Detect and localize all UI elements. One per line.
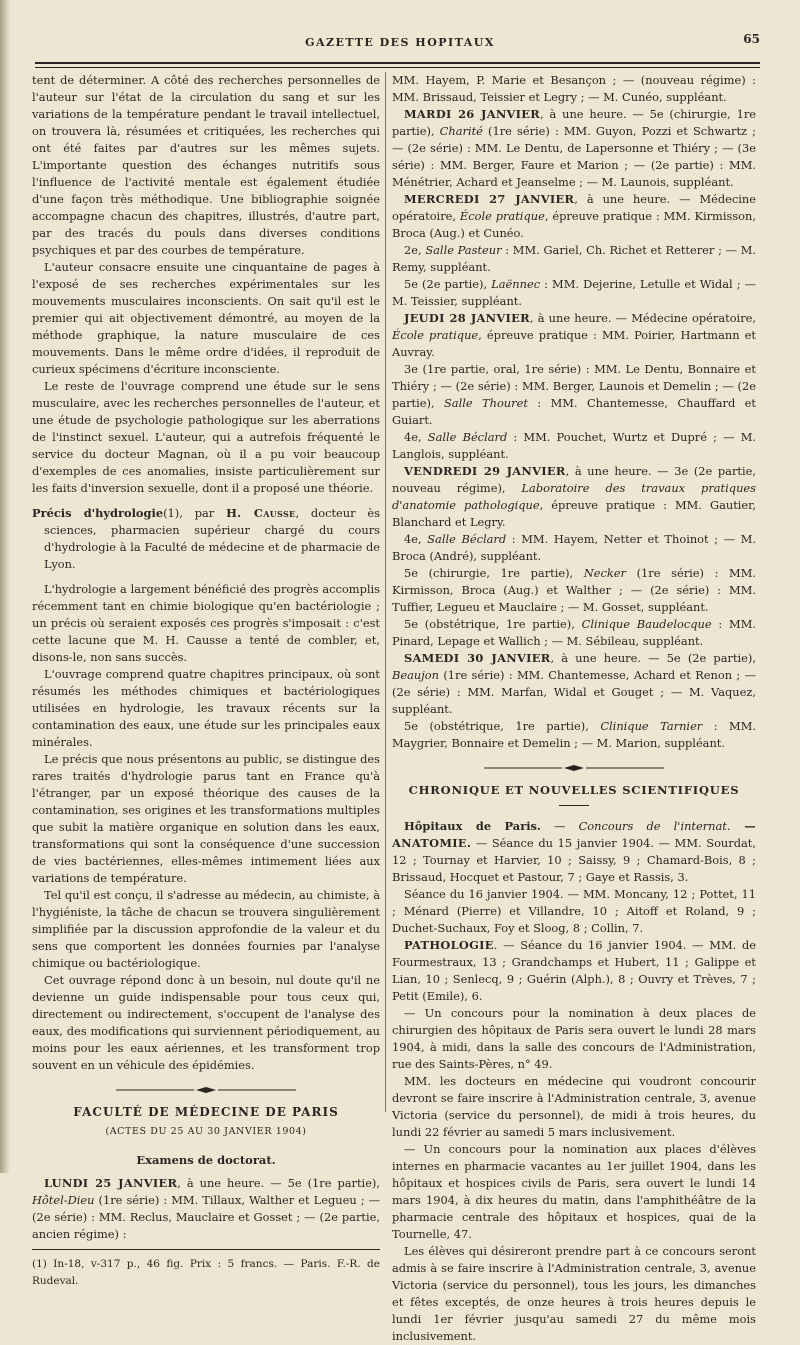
exam-location: Salle Béclard: [427, 430, 508, 444]
book-ref: (1), par: [163, 506, 227, 520]
exam-entry: [392, 616, 756, 650]
entry-text: : MM. Maygrier, Bonnaire et Demelin ; — M. Marion, suppléant.: [392, 719, 757, 750]
exam-location: Salle Pasteur: [425, 243, 502, 257]
journal-title: GAZETTE DES HOPITAUX: [305, 36, 495, 49]
paragraph: MM. les docteurs en médecine qui voudront concourir devront se faire inscrire à l'Administration centrale, 3, avenue Victoria (service du personnel), de midi à trois heures, du lundi 22 février au samedi 5 mars inclusivement.: [392, 1074, 756, 1139]
exam-entry: [392, 106, 756, 191]
entry-text: : MM. Pouchet, Wurtz et Dupré ; — M. Langlois, suppléant.: [392, 430, 757, 461]
exam-location: Clinique Tarnier: [600, 719, 703, 733]
chronicle-title: CHRONIQUE ET NOUVELLES SCIENTIFIQUES: [408, 783, 740, 797]
short-rule: [559, 805, 589, 806]
entry-text: 4e,: [404, 532, 428, 546]
right-column: [392, 72, 756, 1345]
entry-text: , à une heure. — 5e (1re partie),: [177, 1176, 380, 1190]
paragraph: Le reste de l'ouvrage comprend une étude sur le sens musculaire, avec les recherches personnelles de l'auteur, et une étude de psychologie pathologique sur les aberrations de l'instinct sexuel. L'auteur, qui a autrefois fréquenté le service du docteur Magnan, où il a pu voir beaucoup d'exemples de ces anomalies, insiste particulièrement sur les faits d'inversion sexuelle, dont il a proposé une théorie.: [32, 379, 380, 495]
day-heading: JEUDI 28 JANVIER: [404, 311, 530, 325]
day-heading: MARDI 26 JANVIER: [404, 107, 541, 121]
paragraph: — Un concours pour la nomination à deux places de chirurgien des hôpitaux de Paris sera ouvert le lundi 28 mars 1904, à midi, dans la salle des concours de l'Administration, rue des Saints-Pères, n° 49.: [392, 1006, 756, 1071]
header-rule: [35, 62, 760, 68]
paragraph: Les élèves qui désireront prendre part à ce concours seront admis à se faire inscrire à l'Administration centrale, 3, avenue Victoria (service du personnel), tous les jours, les dimanches et fêtes exceptés, de onze heures à trois heures depuis le lundi 1er février jusqu'au samedi 27 du même mois inclusivement.: [392, 1244, 756, 1343]
exam-title: Examens de doctorat.: [136, 1153, 276, 1167]
entry-text: , épreuve pratique : MM. Gautier, Blanchard et Legry.: [392, 498, 756, 529]
exam-location: Laboratoire des travaux pratiques d'anatomie pathologique: [392, 481, 756, 512]
entry-text: 5e (obstétrique, 1re partie),: [404, 617, 582, 631]
entry-text: , à une heure. — 5e (2e partie),: [550, 651, 756, 665]
entry-text: — Séance du 15 janvier 1904. — MM. Sourdat, 12 ; Tournay et Harvier, 10 ; Saissy, 9 ; Chamard-Bois, 8 ; Brissaud, Hocquet et Pastour, 7 ; Gaye et Rassis, 3.: [392, 836, 756, 884]
column-divider: [385, 72, 386, 1112]
paragraph: tent de déterminer. A côté des recherches personnelles de l'auteur sur l'état de la circulation du sang et sur les variations de la température pendant le travail intellectuel, on trouvera là, résumées et critiquées, les recherches qui ont été faites par d'autres sur les mêmes sujets. L'importante question des échanges nutritifs sous l'influence de l'activité mentale est également étudiée d'une façon très méthodique. Une bibliographie soignée accompagne chacun des chapitres, illustrés, d'autre part, par des tracés du pouls dans diverses conditions psychiques et par des courbes de température.: [32, 73, 380, 257]
entry-text: : MM. Dejerine, Letulle et Widal ; — M. Teissier, suppléant.: [392, 277, 756, 308]
section-ornament: [32, 1086, 380, 1094]
exam-entry: [392, 531, 756, 565]
news-category: PATHOLOGIE: [404, 938, 494, 952]
entry-text: . — Séance du 16 janvier 1904. — MM. de Fourmestraux, 13 ; Grandchamps et Hubert, 11 ; Galippe et Lian, 10 ; Senlecq, 9 ; Guérin (Alph.), 8 ; Ouvry et Trèves, 7 ; Petit (Emile), 6.: [392, 938, 756, 1003]
entry-text: (1re série) : MM. Guyon, Pozzi et Schwartz ; — (2e série) : MM. Le Dentu, de Lapersonne et Thiéry ; — (3e série) : MM. Berger, Faure et Marion ; — (2e partie) : MM. Ménétrier, Achard et Jeanselme ; — M. Launois, suppléant.: [392, 124, 756, 189]
exam-entry: [392, 429, 756, 463]
book-title: Précis d'hydrologie: [32, 506, 164, 520]
exam-entry: [392, 463, 756, 531]
exam-location: École pratique: [392, 328, 479, 342]
entry-text: 5e (obstétrique, 1re partie),: [404, 719, 601, 733]
paragraph: Cet ouvrage répond donc à un besoin, nul doute qu'il ne devienne un guide indispensable pour tous ceux qui, directement ou indirectement, s'occupent de l'analyse des eaux, des modifications qui surviennent périodiquement, au moins pour les eaux aériennes, et les transforment trop souvent en un véhicule des épidémies.: [32, 973, 380, 1072]
exam-location: École pratique: [459, 209, 545, 223]
book-desc: , docteur ès sciences, pharmacien supérieur chargé du cours d'hydrologie à la Faculté de médecine et de pharmacie de Lyon.: [44, 506, 380, 571]
entry-text: , à une heure. — Médecine opératoire,: [529, 311, 756, 325]
exam-entry: [392, 361, 756, 429]
page-header: [40, 32, 760, 52]
exam-location: Charité: [439, 124, 483, 138]
paragraph: MM. Hayem, P. Marie et Besançon ; — (nouveau régime) : MM. Brissaud, Teissier et Legry ; — M. Cunéo, suppléant.: [392, 73, 756, 104]
paragraph: L'auteur consacre ensuite une cinquantaine de pages à l'exposé de ses recherches expérimentales sur les mouvements musculaires inconscients. On sait qu'il est le premier qui ait objectivement démontré, au moyen de la méthode graphique, la nature musculaire de ces mouvements. Dans le même ordre d'idées, il reproduit de curieux spécimens d'écriture inconsciente.: [32, 260, 380, 376]
entry-text: , à une heure. — 3e (2e partie, nouveau régime),: [392, 464, 756, 495]
paragraph: Tel qu'il est conçu, il s'adresse au médecin, au chimiste, à l'hygiéniste, la tâche de chacun se trouvera singulièrement simplifiée par la discussion approfondie de la valeur et du sens que comportent les données fournies par l'analyse chimique ou bactériologique.: [32, 888, 380, 970]
entry-text: 4e,: [404, 430, 428, 444]
news-entry: [392, 937, 756, 1005]
entry-text: , à une heure. — 5e (chirurgie, 1re partie),: [392, 107, 756, 138]
book-review-heading: [32, 505, 380, 573]
exam-location: Salle Béclard: [427, 532, 507, 546]
paragraph: L'hydrologie a largement bénéficié des progrès accomplis récemment tant en chimie biologique qu'en bactériologie ; un précis où seraient exposés ces progrès s'imposait : c'est cette lacune que M. H. Causse a tenté de combler, et, disons-le, non sans succès.: [32, 582, 380, 664]
entry-text: : MM. Hayem, Netter et Thoinot ; — M. Broca (André), suppléant.: [392, 532, 757, 563]
exam-entry: [392, 565, 756, 616]
day-heading: LUNDI 25 JANVIER: [44, 1176, 178, 1190]
entry-text: 5e (2e partie),: [404, 277, 492, 291]
exam-entry: [392, 650, 756, 718]
exam-location: Hôtel-Dieu: [32, 1193, 95, 1207]
footnote: (1) In-18, v-317 p., 46 fig. Prix : 5 francs. — Paris. F.-R. de Rudeval.: [32, 1258, 380, 1287]
entry-text: 5e (chirurgie, 1re partie),: [404, 566, 584, 580]
entry-text: , à une heure. — Médecine opératoire,: [392, 192, 756, 223]
entry-text: 3e (1re partie, oral, 1re série) : MM. Le Dentu, Bonnaire et Thiéry ; — (2e série) : MM. Berger, Launois et Demelin ; — (2e partie),: [392, 362, 756, 410]
footnote-rule: [32, 1249, 380, 1250]
entry-text: : MM. Pinard, Lepage et Wallich ; — M. Sébileau, suppléant.: [392, 617, 757, 648]
exam-location: Laënnec: [491, 277, 541, 291]
exam-location: Necker: [583, 566, 626, 580]
faculty-subtitle: (ACTES DU 25 AU 30 JANVIER 1904): [105, 1126, 307, 1137]
paragraph: Le précis que nous présentons au public, se distingue des rares traités d'hydrologie parus tant en France qu'à l'étranger, par un exposé théorique des causes de la contamination, ses origines et les transformations multiples que subit la matière organique en solution dans les eaux, transformations qui sont la conséquence d'une succession de vies bactériennes, elles-mêmes intimement liées aux variations de température.: [32, 752, 380, 885]
book-author: H. Causse: [226, 506, 296, 520]
news-subheading: — Concours de l'internat.: [540, 819, 731, 833]
paragraph: L'ouvrage comprend quatre chapitres principaux, où sont résumés les méthodes chimiques et bactériologiques utilisées en hydrologie, les travaux récents sur la contamination des eaux, une étude sur les principales eaux minérales.: [32, 667, 380, 749]
exam-entry: [32, 1175, 380, 1243]
entry-text: (1re série) : MM. Kirmisson, Broca (Aug.) et Walther ; — (2e série) : MM. Tuffier, Legueu et Mauclaire ; — M. Gosset, suppléant.: [392, 566, 756, 614]
entry-text: 2e,: [404, 243, 426, 257]
page-binding-edge: [0, 0, 10, 1173]
entry-text: , épreuve pratique : MM. Kirmisson, Broca (Aug.) et Cunéo.: [392, 209, 756, 240]
news-category: — ANATOMIE.: [392, 819, 756, 850]
entry-text: , épreuve pratique : MM. Poirier, Hartmann et Auvray.: [392, 328, 756, 359]
exam-entry: [392, 310, 756, 361]
exam-location: Clinique Baudelocque: [581, 617, 712, 631]
day-heading: VENDREDI 29 JANVIER: [404, 464, 566, 478]
day-heading: SAMEDI 30 JANVIER: [404, 651, 551, 665]
entry-text: : MM. Chantemesse, Chauffard et Guiart.: [392, 396, 756, 427]
news-entry: [392, 818, 756, 886]
page-number: 65: [743, 32, 760, 46]
faculty-title: FACULTÉ DE MÉDECINE DE PARIS: [73, 1105, 339, 1119]
left-column: [32, 72, 380, 1290]
exam-entry: [392, 191, 756, 242]
day-heading: MERCREDI 27 JANVIER: [404, 192, 575, 206]
entry-text: : MM. Gariel, Ch. Richet et Retterer ; — M. Remy, suppléant.: [392, 243, 756, 274]
news-heading: Hôpitaux de Paris.: [404, 819, 541, 833]
paragraph: — Un concours pour la nomination aux places d'élèves internes en pharmacie vacantes au 1er juillet 1904, dans les hôpitaux et hospices civils de Paris, sera ouvert le lundi 14 mars 1904, à dix heures du matin, dans l'amphithéâtre de la pharmacie centrale des hôpitaux et hospices, quai de la Tournelle, 47.: [392, 1142, 756, 1241]
exam-location: Beaujon: [392, 668, 439, 682]
exam-location: Salle Thouret: [443, 396, 528, 410]
entry-text: (1re série) : MM. Tillaux, Walther et Legueu ; — (2e série) : MM. Reclus, Mauclaire et Gosset ; — (2e partie, ancien régime) :: [32, 1193, 380, 1241]
exam-entry: [392, 718, 756, 752]
exam-entry: [392, 242, 756, 276]
section-ornament: [392, 764, 756, 772]
exam-entry: [392, 276, 756, 310]
paragraph: Séance du 16 janvier 1904. — MM. Moncany, 12 ; Pottet, 11 ; Ménard (Pierre) et Villandre, 10 ; Aitoff et Roland, 9 ; Duchet-Suchaux, Foy et Sloog, 8 ; Collin, 7.: [392, 887, 756, 935]
entry-text: (1re série) : MM. Chantemesse, Achard et Renon ; — (2e série) : MM. Marfan, Widal et Gouget ; — M. Vaquez, suppléant.: [392, 668, 756, 716]
